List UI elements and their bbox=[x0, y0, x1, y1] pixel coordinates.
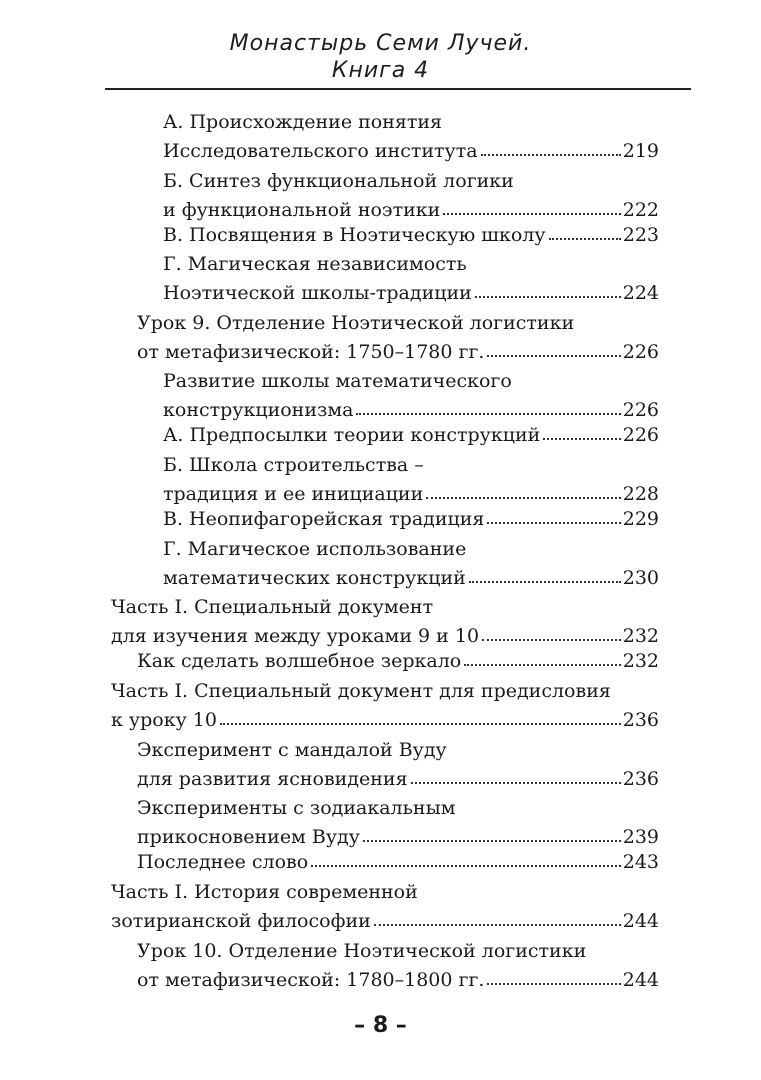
dot-leader bbox=[487, 966, 620, 985]
dot-leader bbox=[363, 823, 621, 842]
toc-entry-line bbox=[163, 480, 659, 508]
toc-page-number: 219 bbox=[622, 140, 659, 162]
dot-leader bbox=[475, 279, 621, 298]
toc-entry-line bbox=[137, 647, 659, 675]
toc-page-number: 232 bbox=[622, 650, 659, 672]
toc-entry-line bbox=[137, 794, 659, 822]
toc-entry-text: Развитие школы математического bbox=[163, 370, 512, 392]
toc-entry-text: А. Предпосылки теории конструкций bbox=[163, 424, 541, 446]
dot-leader bbox=[487, 505, 620, 524]
toc-entry-line bbox=[137, 736, 659, 764]
toc-page-number: 244 bbox=[622, 969, 659, 991]
running-header bbox=[0, 30, 761, 84]
toc-entry-line bbox=[163, 451, 659, 479]
toc-page-number: 239 bbox=[622, 826, 659, 848]
toc-entry-text: для изучения между уроками 9 и 10 bbox=[111, 625, 480, 647]
toc-entry-line bbox=[137, 966, 659, 994]
toc-entry-line bbox=[137, 848, 659, 876]
dot-leader bbox=[443, 196, 620, 215]
dot-leader bbox=[411, 765, 621, 784]
toc-page-number: 223 bbox=[622, 224, 659, 246]
toc-entry-text: и функциональной ноэтики bbox=[163, 199, 441, 221]
toc-entry-line bbox=[163, 250, 659, 278]
toc-entry-text: Исследовательского института bbox=[163, 140, 478, 162]
dot-leader bbox=[469, 564, 621, 583]
toc-entry-text: Б. Школа строительства – bbox=[163, 454, 424, 476]
toc-entry-line bbox=[163, 396, 659, 424]
toc-entry-text: Как сделать волшебное зеркало bbox=[137, 650, 462, 672]
toc-entry-text: к уроку 10 bbox=[111, 709, 217, 731]
toc-entry-line bbox=[163, 505, 659, 533]
page-number: – 8 – bbox=[354, 1013, 407, 1038]
toc-entry-text: Г. Магическое использование bbox=[163, 538, 467, 560]
toc-entry-line bbox=[163, 535, 659, 563]
toc-entry-text: Часть I. Специальный документ для предисловия bbox=[111, 680, 611, 702]
toc-entry-text: Урок 9. Отделение Ноэтической логистики bbox=[137, 312, 575, 334]
toc-entry-line bbox=[163, 279, 659, 307]
dot-leader bbox=[487, 338, 620, 357]
toc-entry-text: конструкционизма bbox=[163, 399, 354, 421]
toc-page-number: 228 bbox=[622, 483, 659, 505]
toc-page-number: 226 bbox=[622, 341, 659, 363]
dot-leader bbox=[220, 706, 621, 725]
toc-entry-text: Ноэтической школы-традиции bbox=[163, 282, 472, 304]
toc-entry-line bbox=[111, 878, 659, 906]
dot-leader bbox=[549, 221, 621, 240]
header-subtitle: Книга 4 bbox=[331, 58, 430, 83]
toc-entry-text: Урок 10. Отделение Ноэтической логистики bbox=[137, 940, 587, 962]
toc-page-number: 230 bbox=[622, 567, 659, 589]
toc-entry-line bbox=[111, 622, 659, 650]
header-rule bbox=[105, 88, 691, 90]
toc-page-number: 236 bbox=[622, 768, 659, 790]
toc-entry-line bbox=[111, 677, 659, 705]
toc-entry-text: Последнее слово bbox=[137, 851, 309, 873]
toc-entry-text: В. Неопифагорейская традиция bbox=[163, 508, 485, 530]
toc-entry-text: Эксперимент с мандалой Вуду bbox=[137, 739, 447, 761]
toc-entry-line bbox=[137, 823, 659, 851]
toc-entry-line bbox=[163, 421, 659, 449]
toc-entry-text: А. Происхождение понятия bbox=[163, 111, 443, 133]
toc-entry-text: В. Посвящения в Ноэтическую школу bbox=[163, 224, 546, 246]
toc-entry-text: от метафизической: 1750–1780 гг. bbox=[137, 341, 485, 363]
toc-page-number: 243 bbox=[622, 851, 659, 873]
dot-leader bbox=[374, 907, 621, 926]
toc-entry-text: математических конструкций bbox=[163, 567, 466, 589]
toc-entry-text: Г. Магическая независимость bbox=[163, 253, 467, 275]
toc-page-number: 224 bbox=[622, 282, 659, 304]
toc-page-number: 226 bbox=[622, 399, 659, 421]
toc-entry-text: Б. Синтез функциональной логики bbox=[163, 170, 514, 192]
toc-entry-text: для развития ясновидения bbox=[137, 768, 408, 790]
toc-entry-line bbox=[163, 196, 659, 224]
toc-entry-line bbox=[137, 338, 659, 366]
toc-page-number: 244 bbox=[622, 910, 659, 932]
dot-leader bbox=[543, 421, 620, 440]
toc-entry-text: прикосновением Вуду bbox=[137, 826, 360, 848]
dot-leader bbox=[482, 622, 621, 641]
dot-leader bbox=[481, 137, 621, 156]
header-title: Монастырь Семи Лучей. bbox=[229, 31, 532, 56]
toc-page-number: 236 bbox=[622, 709, 659, 731]
dot-leader bbox=[426, 480, 620, 499]
toc-entry-line bbox=[163, 564, 659, 592]
toc-entry-line bbox=[163, 137, 659, 165]
toc-entry-line bbox=[163, 108, 659, 136]
toc-entry-text: от метафизической: 1780–1800 гг. bbox=[137, 969, 485, 991]
toc-page-number: 222 bbox=[622, 199, 659, 221]
toc-entry-line bbox=[111, 706, 659, 734]
toc-entry-text: Часть I. История современной bbox=[111, 881, 418, 903]
toc-entry-line bbox=[137, 937, 659, 965]
toc-entry-text: Эксперименты с зодиакальным bbox=[137, 797, 456, 819]
toc-entry-text: зотирианской философии bbox=[111, 910, 371, 932]
dot-leader bbox=[356, 396, 620, 415]
dot-leader bbox=[311, 848, 621, 867]
toc-page-number: 232 bbox=[622, 625, 659, 647]
toc-entry-line bbox=[163, 167, 659, 195]
toc-page-number: 226 bbox=[622, 424, 659, 446]
toc-entry-text: традиция и ее инициации bbox=[163, 483, 424, 505]
toc-entry-line bbox=[111, 907, 659, 935]
toc-page-number: 229 bbox=[622, 508, 659, 530]
dot-leader bbox=[464, 647, 620, 666]
toc-entry-line bbox=[163, 367, 659, 395]
toc-entry-line bbox=[137, 765, 659, 793]
toc-entry-line bbox=[111, 593, 659, 621]
toc-entry-line bbox=[137, 309, 659, 337]
toc-entry-line bbox=[163, 221, 659, 249]
toc-entry-text: Часть I. Специальный документ bbox=[111, 596, 434, 618]
